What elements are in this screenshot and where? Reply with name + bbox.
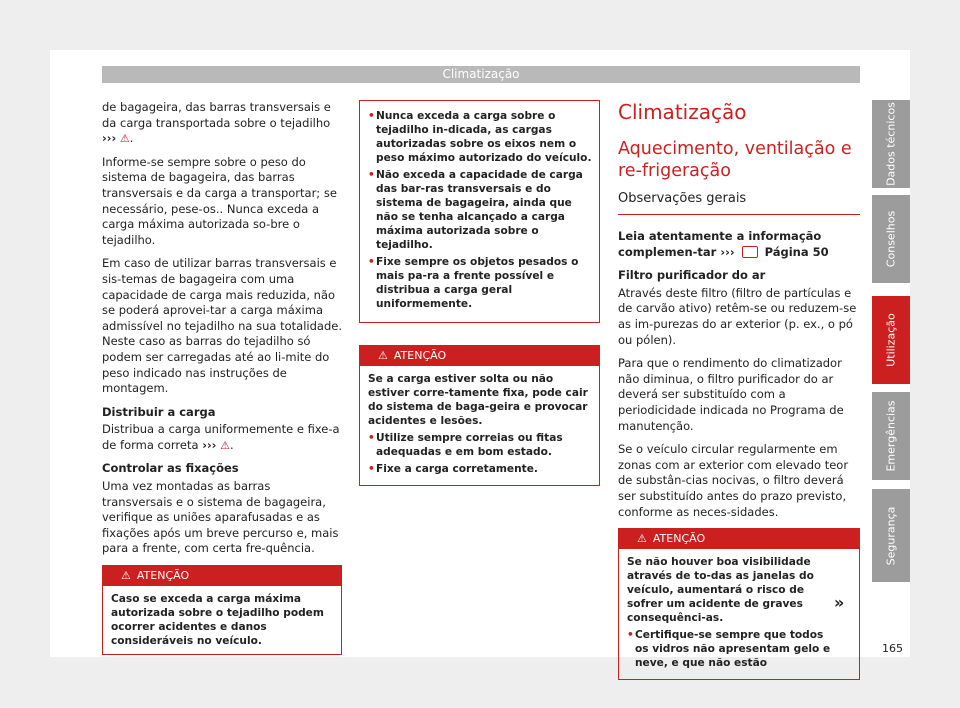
paragraph: Leia atentamente a informação complemen-tar ››› Página 50 bbox=[618, 229, 829, 259]
column-3 bbox=[618, 100, 860, 680]
warning-header: ⚠ ATENÇÃO bbox=[360, 346, 599, 366]
page-reference-link[interactable]: Página 50 bbox=[764, 244, 829, 259]
warning-triangle-icon: ⚠ bbox=[637, 532, 647, 546]
paragraph: Se o veículo circular regularmente em zonas com ar exterior com elevado teor de substân-cias nocivas, o filtro deverá ser substituído antes do prazo previsto, conforme as neces-sidades. bbox=[618, 442, 849, 519]
warning-box bbox=[102, 565, 342, 655]
list-item: • Fixe a carga corretamente. bbox=[368, 462, 593, 476]
book-icon bbox=[742, 246, 758, 258]
reference-arrows[interactable]: ››› bbox=[102, 131, 117, 146]
paragraph: Através deste filtro (filtro de partículas e de carvão ativo) retêm-se ou reduzem-se as im-purezas do ar exterior (p. ex., o pó ou pólen). bbox=[618, 285, 857, 347]
reference-arrows[interactable]: ››› bbox=[720, 244, 735, 259]
warning-triangle-icon: ⚠ bbox=[378, 349, 388, 362]
chapter-title: Climatização bbox=[618, 100, 747, 124]
paragraph: Para que o rendimento do climatizador não diminua, o filtro purificador do ar deverá ser substituído com a periodicidade indicada no Programa de manutenção. bbox=[618, 356, 844, 433]
page-header: Climatização bbox=[102, 66, 860, 83]
tab-dados-tecnicos[interactable]: Dados técnicos bbox=[872, 100, 910, 188]
chapter-subtitle: Aquecimento, ventilação e re-frigeração bbox=[618, 139, 852, 181]
warning-continuation-box bbox=[359, 100, 600, 323]
tab-emergencias[interactable]: Emergências bbox=[872, 392, 910, 480]
section-title: Observações gerais bbox=[618, 190, 860, 215]
paragraph: de bagageira, das barras transversais e da carga transportada sobre o tejadilho ››› ⚠. bbox=[102, 100, 331, 146]
tab-conselhos[interactable]: Conselhos bbox=[872, 195, 910, 283]
warning-triangle-icon: ⚠ bbox=[119, 132, 130, 146]
list-item: • Certifique-se sempre que todos os vidros não apresentam gelo e neve, e que não estão bbox=[627, 628, 835, 670]
warning-text: Se não houver boa visibilidade através de to-das as janelas do veículo, aumentará o risco de sofrer um acidente de graves consequênci-as. • Certifique-se sempre que todos os vidros não apresentam gelo e neve, e que não estão bbox=[619, 549, 859, 679]
warning-text: Caso se exceda a carga máxima autorizada sobre o tejadilho podem ocorrer acidentes e danos consideráveis no veículo. bbox=[111, 593, 324, 648]
page-number: 165 bbox=[882, 642, 903, 655]
continue-arrow-icon[interactable]: » bbox=[834, 593, 845, 612]
tab-seguranca[interactable]: Segurança bbox=[872, 489, 910, 582]
section-heading: Distribuir a carga bbox=[102, 404, 216, 419]
paragraph: Em caso de utilizar barras transversais e sis-temas de bagageira com uma capacidade de carga mais reduzida, não se poderá aprovei-tar a carga máxima admissível no tejadilho na sua totalidade. Neste caso as barras do tejadilho só podem ser carregadas até ao li-mite do peso indicado nas instruções de montagem. bbox=[102, 256, 342, 396]
warning-triangle-icon: ⚠ bbox=[121, 569, 131, 583]
warning-text: Se a carga estiver solta ou não estiver corre-tamente fixa, pode cair do sistema de baga-geira e provocar acidentes e lesões. • Utilize sempre correias ou fitas adequadas e em bom estado. • Fixe a carga corretamente. bbox=[360, 366, 599, 485]
list-item: • Utilize sempre correias ou fitas adequadas e em bom estado. bbox=[368, 431, 593, 459]
section-heading: Controlar as fixações bbox=[102, 461, 239, 476]
column-2 bbox=[359, 100, 600, 486]
paragraph: Distribua a carga uniformemente e fixe-a de forma correta ››› ⚠. bbox=[102, 422, 340, 452]
paragraph: Informe-se sempre sobre o peso do sistema de bagageira, das barras transversais e da carga a transportar; se necessário, pese-os.. Nunca exceda a carga máxima autorizada so-bre o tejadilho. bbox=[102, 154, 337, 247]
warning-box bbox=[359, 345, 600, 486]
paragraph: Uma vez montadas as barras transversais e o sistema de bagageira, verifique as uniões aparafusadas e as fixações após um breve percurso e, mais para a frente, com certa fre-quência. bbox=[102, 479, 339, 556]
tab-utilizacao[interactable]: Utilização bbox=[872, 296, 910, 384]
warning-header: ⚠ ATENÇÃO bbox=[619, 529, 859, 549]
warning-triangle-icon: ⚠ bbox=[220, 438, 230, 452]
reference-arrows[interactable]: ››› bbox=[202, 437, 217, 452]
warning-header: ⚠ ATENÇÃO bbox=[103, 566, 341, 586]
warning-box bbox=[618, 528, 860, 680]
list-item: • Nunca exceda a carga sobre o tejadilho in-dicada, as cargas autorizadas sobre os eixos nem o peso máximo autorizado do veículo. bbox=[368, 109, 593, 165]
list-item: • Fixe sempre os objetos pesados o mais pa-ra a frente possível e distribua a carga geral uniformemente. bbox=[368, 255, 593, 311]
column-1 bbox=[102, 100, 342, 655]
section-heading: Filtro purificador do ar bbox=[618, 268, 766, 283]
list-item: • Não exceda a capacidade de carga das bar-ras transversais e do sistema de bagageira, ainda que não se tenha alcançado a carga máxima autorizada sobre o tejadilho. bbox=[368, 168, 593, 252]
